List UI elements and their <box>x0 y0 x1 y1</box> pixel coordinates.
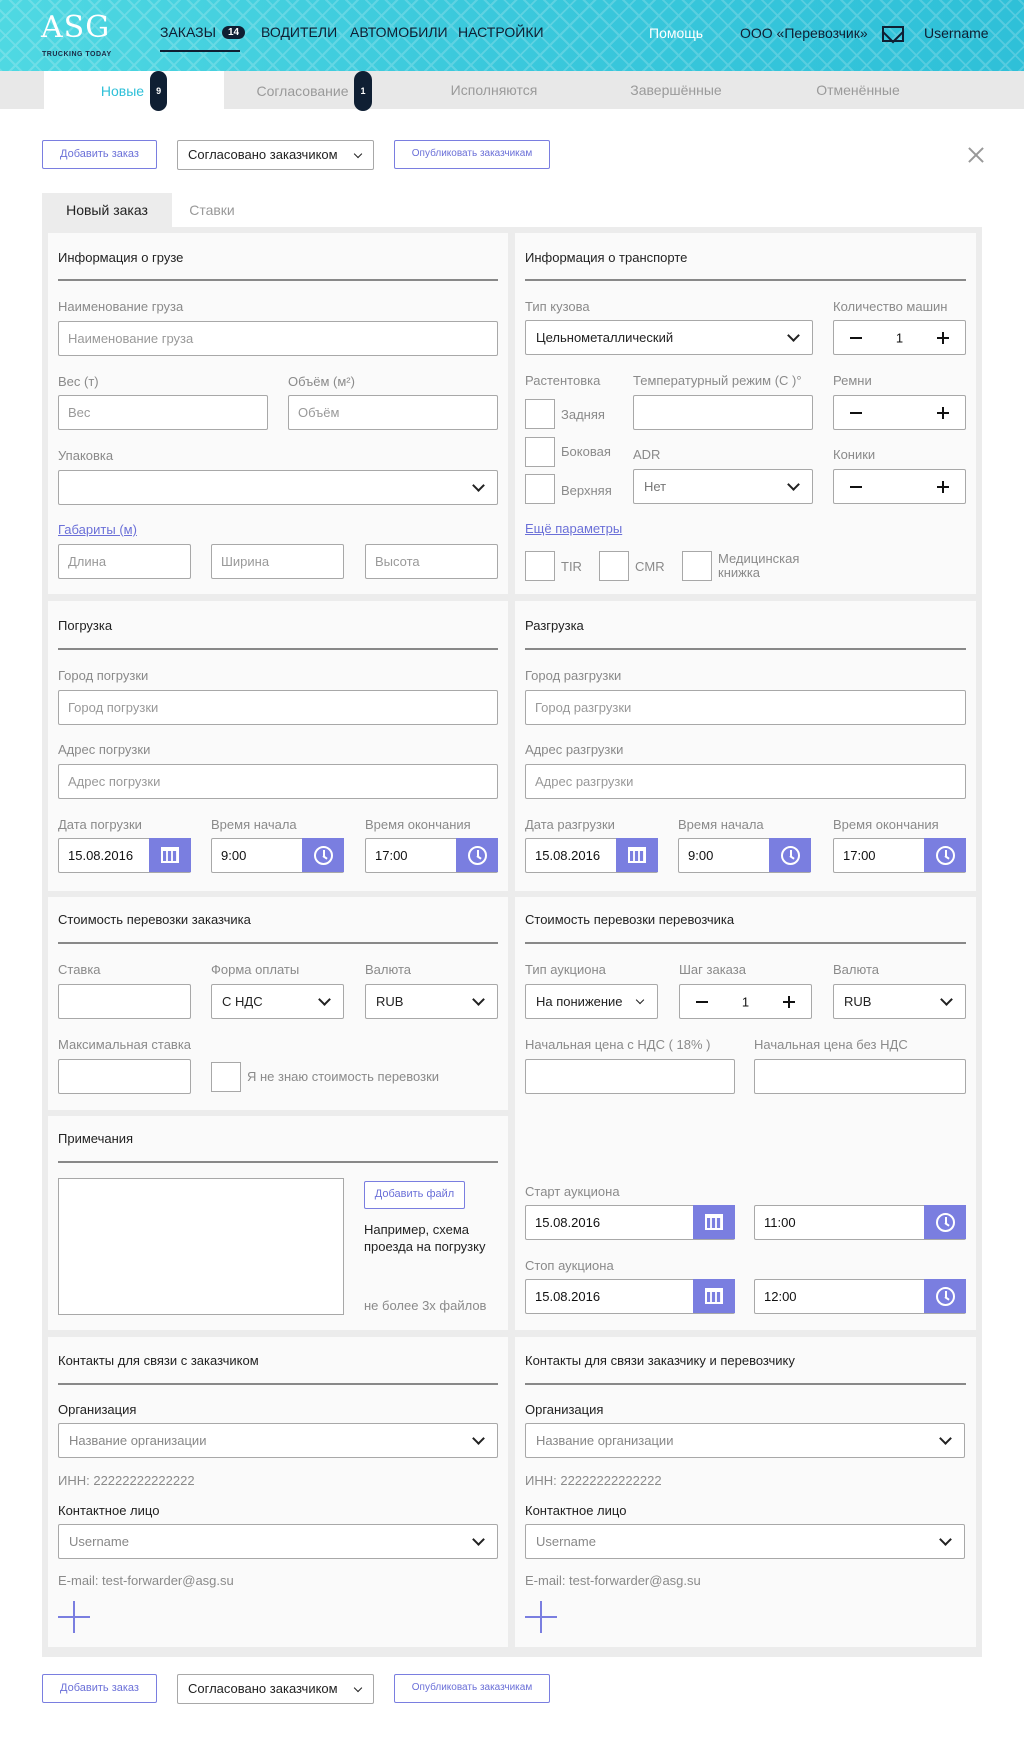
price-novat-input[interactable] <box>754 1059 966 1094</box>
tab-new-label: Новые <box>100 83 145 99</box>
temperature-label: Температурный режим (С )° <box>633 373 802 388</box>
adr-value: Нет <box>644 479 667 494</box>
unloading-city-label: Город разгрузки <box>525 668 622 683</box>
nav-settings[interactable]: НАСТРОЙКИ <box>458 24 544 40</box>
logo-subtitle: TRUCKING TODAY <box>42 51 112 58</box>
auction-type-value: На понижение <box>536 994 623 1009</box>
divider <box>58 1383 498 1385</box>
max-rate-label: Максимальная ставка <box>58 1037 192 1052</box>
form-tab-bids[interactable]: Ставки <box>189 202 235 218</box>
customer-contacts-panel <box>48 1337 508 1647</box>
minus-icon[interactable] <box>850 412 862 414</box>
organization-select[interactable] <box>525 1423 965 1458</box>
chevron-down-icon <box>472 993 485 1006</box>
mail-icon[interactable] <box>882 26 904 42</box>
loading-address-label: Адрес погрузки <box>58 742 151 757</box>
chevron-down-icon <box>787 329 800 342</box>
price-vat-label: Начальная цена с НДС ( 18% ) <box>525 1037 711 1052</box>
form-tab-new-order[interactable]: Новый заказ <box>42 193 172 227</box>
tab-completed[interactable]: Завершённые <box>630 82 722 98</box>
auction-type-label: Тип аукциона <box>525 962 606 977</box>
truck-count-value: 1 <box>895 330 904 345</box>
clock-button[interactable] <box>769 838 811 872</box>
clock-icon <box>936 1287 955 1306</box>
width-input[interactable]: Ширина <box>211 544 344 579</box>
belts-stepper[interactable] <box>833 395 966 430</box>
chevron-down-icon <box>940 993 953 1006</box>
loading-start-label: Время начала <box>211 817 297 832</box>
nav-orders[interactable] <box>160 24 245 40</box>
contact-person-label: Контактное лицо <box>525 1503 627 1518</box>
inn-text: ИНН: 22222222222222 <box>58 1473 195 1488</box>
payform-select[interactable] <box>211 984 344 1019</box>
rast-label: Растентовка <box>525 373 601 388</box>
currency-select[interactable] <box>365 984 498 1019</box>
weight-label: Вес (т) <box>58 374 99 389</box>
nav-drivers[interactable]: ВОДИТЕЛИ <box>261 24 338 40</box>
organization-select[interactable] <box>58 1423 498 1458</box>
dont-know-label: Я не знаю стоимость перевозки <box>247 1069 440 1084</box>
loading-address-input[interactable]: Адрес погрузки <box>58 764 498 799</box>
order-step-label: Шаг заказа <box>679 962 746 977</box>
nav-orders-label: ЗАКАЗЫ <box>160 24 216 40</box>
contact-person-select[interactable] <box>525 1524 965 1559</box>
unloading-city-input[interactable]: Город разгрузки <box>525 690 966 725</box>
logo[interactable] <box>41 10 121 62</box>
loading-start-input[interactable]: 9:00 <box>211 838 344 873</box>
clock-icon <box>314 846 333 865</box>
cones-stepper[interactable] <box>833 469 966 504</box>
cones-label: Коники <box>833 447 876 462</box>
loading-city-input[interactable]: Город погрузки <box>58 690 498 725</box>
divider <box>58 279 498 281</box>
tab-approval-badge: 1 <box>354 71 371 111</box>
calendar-icon <box>705 1288 723 1304</box>
cargo-title: Информация о грузе <box>58 250 184 265</box>
chevron-down-icon <box>354 1684 362 1692</box>
tab-approval[interactable] <box>224 71 404 109</box>
unloading-end-input[interactable]: 17:00 <box>833 838 966 873</box>
length-input[interactable]: Длина <box>58 544 191 579</box>
divider <box>525 648 966 650</box>
chevron-down-icon <box>472 479 485 492</box>
clock-icon <box>936 846 955 865</box>
dont-know-checkbox[interactable] <box>211 1062 241 1092</box>
email-text: E-mail: test-forwarder@asg.su <box>525 1573 701 1588</box>
company-name[interactable]: ООО «Перевозчик» <box>740 25 868 41</box>
side-label: Боковая <box>561 444 611 459</box>
chevron-down-icon <box>939 1432 952 1445</box>
unloading-address-input[interactable]: Адрес разгрузки <box>525 764 966 799</box>
clock-icon <box>468 846 487 865</box>
chevron-down-icon <box>472 1432 485 1445</box>
cargo-panel <box>48 233 508 594</box>
auction-start-time[interactable]: 11:00 <box>754 1205 966 1240</box>
side-checkbox[interactable] <box>525 437 555 467</box>
calendar-icon <box>628 847 646 863</box>
auction-start-label: Старт аукциона <box>525 1184 620 1199</box>
chevron-down-icon <box>636 996 644 1004</box>
divider <box>525 279 966 281</box>
unloading-date-input[interactable]: 15.08.2016 <box>525 838 658 873</box>
cmr-label: CMR <box>635 559 665 574</box>
loading-date-label: Дата погрузки <box>58 817 142 832</box>
divider <box>58 942 498 944</box>
cmr-checkbox[interactable] <box>599 551 629 581</box>
add-file-button[interactable]: Добавить файл <box>364 1181 465 1209</box>
price-vat-input[interactable] <box>525 1059 735 1094</box>
customer-cost-title: Стоимость перевозки заказчика <box>58 912 251 927</box>
top-header <box>0 0 1024 71</box>
truck-count-stepper[interactable] <box>833 320 966 355</box>
rear-checkbox[interactable] <box>525 399 555 429</box>
chevron-down-icon <box>939 1533 952 1546</box>
clock-button[interactable] <box>456 838 498 872</box>
currency-value: RUB <box>376 994 404 1009</box>
organization-label: Организация <box>525 1402 604 1417</box>
tab-in-progress[interactable]: Исполняются <box>450 82 538 98</box>
currency-label: Валюта <box>365 962 411 977</box>
divider <box>58 648 498 650</box>
auction-stop-label: Стоп аукциона <box>525 1258 614 1273</box>
loading-panel <box>48 601 508 891</box>
contacts-left-title: Контакты для связи с заказчиком <box>58 1353 259 1368</box>
clock-icon <box>781 846 800 865</box>
nav-orders-badge: 14 <box>222 26 245 39</box>
calendar-icon <box>705 1214 723 1230</box>
auction-stop-time[interactable]: 12:00 <box>754 1279 966 1314</box>
add-contact-plus-icon[interactable] <box>58 1601 90 1633</box>
order-step-value: 1 <box>741 994 750 1009</box>
publish-button[interactable]: Опубликовать заказчикам <box>394 140 550 169</box>
price-novat-label: Начальная цена без НДС <box>754 1037 908 1052</box>
payform-value: С НДС <box>222 994 263 1009</box>
divider <box>525 1383 966 1385</box>
shared-contacts-panel <box>515 1337 976 1647</box>
unloading-start-input[interactable]: 9:00 <box>678 838 811 873</box>
add-order-button[interactable]: Добавить заказ <box>42 140 157 169</box>
carrier-currency-select[interactable] <box>833 984 966 1019</box>
medical-label-line1: Медицинская <box>718 551 800 566</box>
plus-icon[interactable] <box>937 481 949 493</box>
carrier-cost-panel <box>515 897 976 1330</box>
dimensions-link[interactable]: Габариты (м) <box>58 522 137 537</box>
contact-person-select[interactable] <box>58 1524 498 1559</box>
plus-icon[interactable] <box>937 407 949 419</box>
calendar-button[interactable] <box>693 1205 735 1239</box>
more-params-link[interactable]: Ещё параметры <box>525 521 623 536</box>
clock-button[interactable] <box>924 1205 966 1239</box>
loading-end-label: Время окончания <box>365 817 471 832</box>
nav-cars[interactable]: АВТОМОБИЛИ <box>350 24 448 40</box>
tir-checkbox[interactable] <box>525 551 555 581</box>
body-type-select[interactable] <box>525 320 813 355</box>
volume-input[interactable]: Объём <box>288 395 498 430</box>
temperature-input[interactable] <box>633 395 813 430</box>
tab-approval-label: Согласование <box>256 83 349 99</box>
organization-placeholder: Название организации <box>536 1433 674 1448</box>
contact-person-label: Контактное лицо <box>58 1503 160 1518</box>
unloading-title: Разгрузка <box>525 618 584 633</box>
divider <box>525 942 966 944</box>
belts-label: Ремни <box>833 373 872 388</box>
inn-text: ИНН: 22222222222222 <box>525 1473 662 1488</box>
order-step-stepper[interactable] <box>679 984 812 1019</box>
clock-button[interactable] <box>924 1279 966 1313</box>
status-select-value: Согласовано заказчиком <box>188 147 338 162</box>
email-text: E-mail: test-forwarder@asg.su <box>58 1573 234 1588</box>
cargo-name-label: Наименование груза <box>58 299 184 314</box>
carrier-currency-label: Валюта <box>833 962 879 977</box>
auction-start-date[interactable]: 15.08.2016 <box>525 1205 735 1240</box>
username[interactable]: Username <box>924 25 989 41</box>
body-type-value: Цельнометаллический <box>536 330 674 345</box>
notes-textarea[interactable] <box>58 1178 344 1315</box>
organization-label: Организация <box>58 1402 137 1417</box>
unloading-address-label: Адрес разгрузки <box>525 742 624 757</box>
notes-title: Примечания <box>58 1131 134 1146</box>
package-label: Упаковка <box>58 448 114 463</box>
adr-label: ADR <box>633 447 661 462</box>
plus-icon[interactable] <box>937 332 949 344</box>
transport-title: Информация о транспорте <box>525 250 688 265</box>
height-input[interactable]: Высота <box>365 544 498 579</box>
notes-hint-line2: проезда на погрузку <box>364 1239 486 1254</box>
chevron-down-icon <box>787 478 800 491</box>
plus-icon[interactable] <box>783 996 795 1008</box>
calendar-button[interactable] <box>693 1279 735 1313</box>
status-select[interactable] <box>177 140 374 170</box>
status-select-value: Согласовано заказчиком <box>188 1681 338 1696</box>
payform-label: Форма оплаты <box>211 962 300 977</box>
clock-button[interactable] <box>302 838 344 872</box>
top-checkbox[interactable] <box>525 474 555 504</box>
body-type-label: Тип кузова <box>525 299 590 314</box>
cargo-name-input[interactable]: Наименование груза <box>58 321 498 356</box>
file-limit-text: не более 3х файлов <box>364 1298 487 1313</box>
tab-new[interactable] <box>44 71 224 109</box>
carrier-cost-title: Стоимость перевозки перевозчика <box>525 912 735 927</box>
calendar-button[interactable] <box>616 838 658 872</box>
volume-label: Объём (м²) <box>288 374 355 389</box>
max-rate-input[interactable] <box>58 1059 191 1094</box>
help-link[interactable]: Помощь <box>649 25 704 41</box>
contact-person-value: Username <box>536 1534 596 1549</box>
add-contact-plus-icon[interactable] <box>525 1601 557 1633</box>
chevron-down-icon <box>472 1533 485 1546</box>
rate-label: Ставка <box>58 962 101 977</box>
loading-city-label: Город погрузки <box>58 668 149 683</box>
contact-person-value: Username <box>69 1534 129 1549</box>
auction-stop-date[interactable]: 15.08.2016 <box>525 1279 735 1314</box>
chevron-down-icon <box>318 993 331 1006</box>
auction-type-select[interactable] <box>525 984 658 1019</box>
chevron-down-icon <box>354 150 362 158</box>
weight-input[interactable]: Вес <box>58 395 268 430</box>
unloading-start-label: Время начала <box>678 817 764 832</box>
unloading-end-label: Время окончания <box>833 817 939 832</box>
package-select[interactable] <box>58 470 498 505</box>
unloading-panel <box>515 601 976 891</box>
publish-button-bottom[interactable]: Опубликовать заказчикам <box>394 1674 550 1703</box>
truck-count-label: Количество машин <box>833 299 948 314</box>
notes-hint-line1: Например, схема <box>364 1222 470 1237</box>
logo-text: ASG <box>41 10 111 45</box>
transport-panel <box>515 233 976 594</box>
organization-placeholder: Название организации <box>69 1433 207 1448</box>
loading-date-input[interactable]: 15.08.2016 <box>58 838 191 873</box>
loading-title: Погрузка <box>58 618 113 633</box>
loading-end-input[interactable]: 17:00 <box>365 838 498 873</box>
order-status-tabs <box>0 71 1024 109</box>
close-icon[interactable] <box>968 147 984 163</box>
top-label: Верхняя <box>561 483 612 498</box>
customer-cost-panel <box>48 897 508 1110</box>
contacts-right-title: Контакты для связи заказчику и перевозчику <box>525 1353 795 1368</box>
rear-label: Задняя <box>561 407 605 422</box>
clock-icon <box>936 1213 955 1232</box>
carrier-currency-value: RUB <box>844 994 872 1009</box>
rate-input[interactable] <box>58 984 191 1019</box>
tir-label: TIR <box>561 559 582 574</box>
minus-icon[interactable] <box>850 486 862 488</box>
tab-cancelled[interactable]: Отменённые <box>816 82 900 98</box>
divider <box>58 1161 498 1163</box>
adr-select[interactable] <box>633 469 813 504</box>
nav-active-underline <box>160 50 240 52</box>
medical-label-line2: книжка <box>718 565 761 580</box>
calendar-icon <box>161 847 179 863</box>
notes-panel <box>48 1116 508 1330</box>
tab-new-badge: 9 <box>150 71 167 111</box>
clock-button[interactable] <box>924 838 966 872</box>
calendar-button[interactable] <box>149 838 191 872</box>
add-order-button-bottom[interactable]: Добавить заказ <box>42 1674 157 1703</box>
status-select-bottom[interactable] <box>177 1674 374 1704</box>
unloading-date-label: Дата разгрузки <box>525 817 615 832</box>
medical-checkbox[interactable] <box>682 551 712 581</box>
